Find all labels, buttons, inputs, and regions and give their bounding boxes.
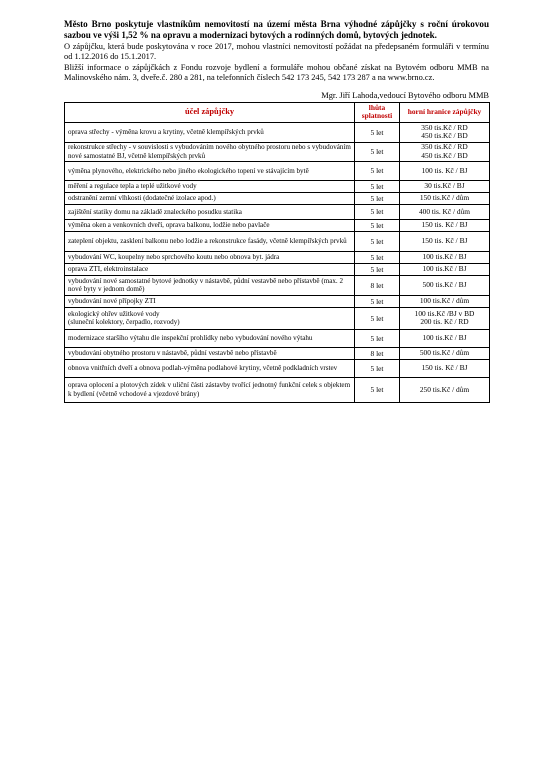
cell-term: 5 let <box>355 295 400 307</box>
cell-term: 5 let <box>355 231 400 251</box>
cell-limit: 100 tis.Kč / BJ <box>400 251 490 263</box>
cell-term: 5 let <box>355 180 400 192</box>
intro-paragraph-contact: Bližší informace o zápůjčkách z Fondu rozvoje bydlení a formuláře mohou občané získat na Bytovém odboru MMB na Malinovského nám. 3, dveře.č. 280 a 281, na telefonních číslech 542 173 245, 542 173 287 a na www.brno.cz. <box>64 62 489 83</box>
cell-purpose: výměna plynového, elektrického nebo jiného ekologického topení ve stávajícím bytě <box>65 161 355 180</box>
cell-term: 5 let <box>355 161 400 180</box>
cell-term: 5 let <box>355 142 400 161</box>
cell-term: 5 let <box>355 307 400 329</box>
cell-limit: 100 tis.Kč / BJ <box>400 329 490 347</box>
cell-purpose: ekologický ohřev užitkové vody (sluneční kolektory, čerpadlo, rozvody) <box>65 307 355 329</box>
cell-limit: 400 tis. Kč / dům <box>400 204 490 219</box>
cell-term: 5 let <box>355 377 400 402</box>
table-row <box>65 295 490 307</box>
cell-term: 5 let <box>355 329 400 347</box>
cell-term: 8 let <box>355 275 400 295</box>
signature: Mgr. Jiří Lahoda,vedoucí Bytového odboru MMB <box>321 90 489 100</box>
cell-limit: 100 tis. Kč / BJ <box>400 161 490 180</box>
table-row <box>65 263 490 275</box>
cell-purpose: vybudování WC, koupelny nebo sprchového koutu nebo obnova byt. jádra <box>65 251 355 263</box>
cell-term: 5 let <box>355 359 400 377</box>
cell-term: 5 let <box>355 192 400 204</box>
cell-term: 8 let <box>355 347 400 359</box>
table-row <box>65 329 490 347</box>
table-row <box>65 122 490 142</box>
cell-purpose: zajištění statiky domu na základě znaleckého posudku statika <box>65 204 355 219</box>
table-row <box>65 275 490 295</box>
table-row <box>65 359 490 377</box>
table-row <box>65 161 490 180</box>
cell-purpose: vybudování nové samostatné bytové jednotky v nástavbě, půdní vestavbě nebo přístavbě (max. 2 nové byty v jednom domě) <box>65 275 355 295</box>
table-row <box>65 180 490 192</box>
cell-limit: 500 tis.Kč / dům <box>400 347 490 359</box>
table-row <box>65 307 490 329</box>
cell-term: 5 let <box>355 219 400 231</box>
cell-term: 5 let <box>355 251 400 263</box>
cell-purpose: vybudování nové přípojky ZTI <box>65 295 355 307</box>
cell-purpose: měření a regulace tepla a teplé užitkové vody <box>65 180 355 192</box>
table-row <box>65 251 490 263</box>
loan-table <box>64 102 490 403</box>
cell-limit: 150 tis. Kč / BJ <box>400 359 490 377</box>
cell-purpose: modernizace staršího výtahu dle inspekční prohlídky nebo vybudování nového výtahu <box>65 329 355 347</box>
cell-limit: 150 tis. Kč / BJ <box>400 231 490 251</box>
cell-term: 5 let <box>355 204 400 219</box>
cell-limit: 150 tis.Kč / dům <box>400 192 490 204</box>
document-page <box>64 19 489 403</box>
cell-purpose: oprava střechy - výměna krovu a krytiny, včetně klempířských prvků <box>65 122 355 142</box>
cell-limit: 350 tis.Kč / RD 450 tis.Kč / BD <box>400 142 490 161</box>
table-row <box>65 204 490 219</box>
cell-purpose: zateplení objektu, zasklení balkonu nebo lodžie a rekonstrukce fasády, včetně klempířských prvků <box>65 231 355 251</box>
cell-limit: 100 tis.Kč / BJ <box>400 263 490 275</box>
table-header-row <box>65 102 490 122</box>
cell-term: 5 let <box>355 122 400 142</box>
cell-limit: 30 tis.Kč / BJ <box>400 180 490 192</box>
cell-purpose: oprava ZTI, elektroinstalace <box>65 263 355 275</box>
header-purpose: účel zápůjčky <box>65 102 355 122</box>
cell-purpose: rekonstrukce střechy - v souvislosti s vybudováním nového obytného prostoru nebo s vybudováním nové samostatné BJ, včetně klempířských prvků <box>65 142 355 161</box>
cell-limit: 100 tis.Kč / dům <box>400 295 490 307</box>
table-row <box>65 142 490 161</box>
header-term: lhůta splatnosti <box>355 102 400 122</box>
cell-purpose: odstranění zemní vlhkosti (dodatečné izolace apod.) <box>65 192 355 204</box>
cell-purpose: výměna oken a venkovních dveří, oprava balkonu, lodžie nebo pavlače <box>65 219 355 231</box>
intro-paragraph-application: O zápůjčku, která bude poskytována v roce 2017, mohou vlastníci nemovitostí požádat na předepsaném formuláři v termínu od 1.12.2016 do 15.1.2017. <box>64 41 489 62</box>
table-row <box>65 192 490 204</box>
table-row <box>65 347 490 359</box>
table-row <box>65 377 490 402</box>
cell-term: 5 let <box>355 263 400 275</box>
table-row <box>65 219 490 231</box>
cell-limit: 150 tis. Kč / BJ <box>400 219 490 231</box>
cell-purpose: vybudování obytného prostoru v nástavbě, půdní vestavbě nebo přístavbě <box>65 347 355 359</box>
cell-limit: 350 tis.Kč / RD 450 tis.Kč / BD <box>400 122 490 142</box>
cell-limit: 500 tis.Kč / BJ <box>400 275 490 295</box>
cell-limit: 250 tis.Kč / dům <box>400 377 490 402</box>
cell-purpose: obnova vnitřních dveří a obnova podlah-výměna podlahové krytiny, včetně podkladních vrstev <box>65 359 355 377</box>
table-row <box>65 231 490 251</box>
header-limit: horní hranice zápůjčky <box>400 102 490 122</box>
table-body <box>65 122 490 402</box>
cell-limit: 100 tis.Kč /BJ v BD 200 tis. Kč / RD <box>400 307 490 329</box>
cell-purpose: oprava oplocení a plotových zídek v uliční části zástavby tvořící jednotný funkční celek s objektem k bydlení (včetně vchodové a vjezdové brány) <box>65 377 355 402</box>
intro-heading: Město Brno poskytuje vlastníkům nemovitostí na území města Brna výhodné zápůjčky s roční úrokovou sazbou ve výši 1,52 % na opravu a modernizaci bytových a rodinných domů, bytových jednotek. <box>64 19 489 41</box>
